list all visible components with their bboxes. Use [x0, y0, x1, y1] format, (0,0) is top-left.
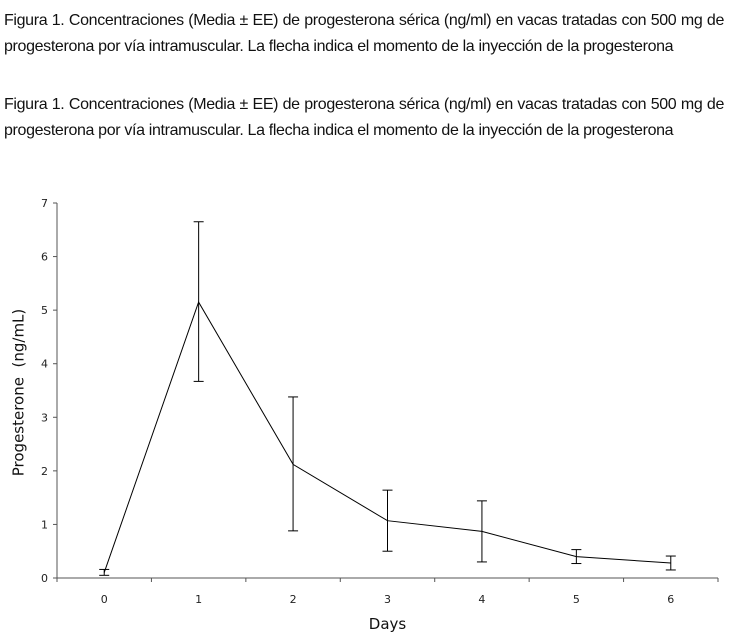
x-tick-label: 3: [384, 593, 391, 606]
x-tick-label: 2: [289, 593, 297, 606]
chart-ticks: [41, 197, 718, 606]
y-tick-label: 2: [41, 464, 48, 478]
figure-caption: Figura 1. Concentraciones (Media ± EE) de progesterona sérica (ng/ml) en vacas tratadas con 500 mg de progesterona por vía intramuscular. La flecha indica el momento de la inyección de la progesterona: [4, 12, 724, 55]
chart-error-bars: [99, 222, 676, 576]
y-tick-label: 3: [41, 411, 48, 425]
x-axis-title: Days: [368, 615, 407, 633]
y-tick-label: 1: [41, 518, 48, 532]
x-tick-label: 0: [100, 593, 108, 606]
figure-caption-repeat: Figura 1. Concentraciones (Media ± EE) de progesterona sérica (ng/ml) en vacas tratadas con 500 mg de progesterona por vía intramuscular. La flecha indica el momento de la inyección de la progesterona: [4, 96, 724, 139]
y-tick-label: 6: [41, 250, 48, 264]
y-axis-title: Progesterone (ng/mL): [9, 308, 28, 477]
y-tick-label: 0: [41, 572, 48, 585]
x-tick-label: 6: [667, 593, 675, 606]
y-tick-label: 7: [41, 197, 48, 210]
x-tick-label: 4: [478, 593, 486, 606]
y-tick-label: 4: [41, 357, 48, 371]
x-tick-label: 1: [195, 593, 203, 606]
x-tick-label: 5: [572, 593, 580, 606]
y-tick-label: 5: [41, 304, 48, 318]
